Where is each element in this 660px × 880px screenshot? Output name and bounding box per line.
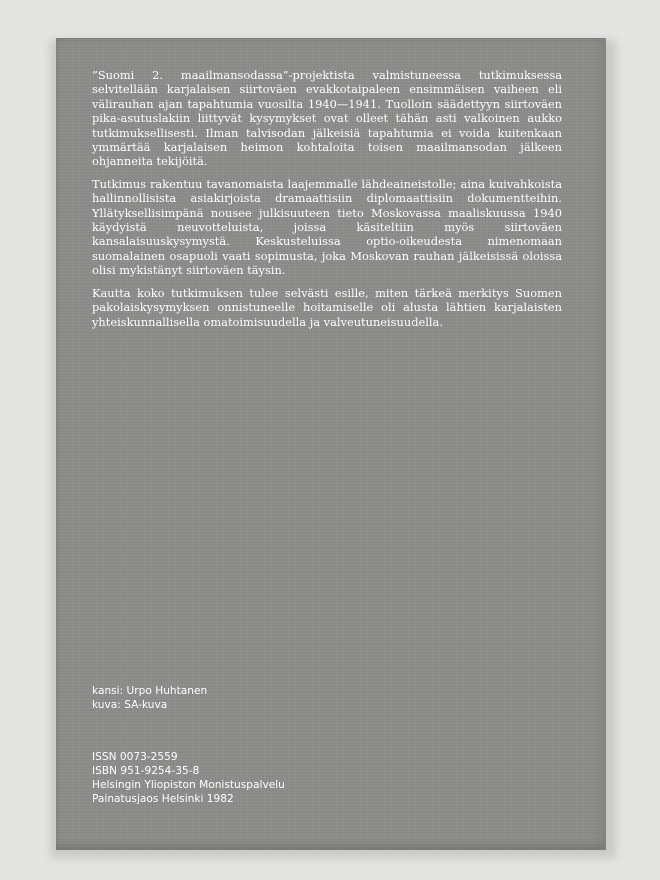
cover-edge	[596, 38, 606, 850]
publisher: Helsingin Yliopiston Monistuspalvelu	[92, 779, 285, 791]
blurb-paragraph-3: Kautta koko tutkimuksen tulee selvästi esille, miten tärkeä merkitys Suomen pakolaiskysymyksen onnistuneelle hoitamiselle oli alusta lähtien karjalaisten yhteiskunnallisella omatoimisuudella ja valveutuneisuudella.	[92, 285, 562, 329]
cover-credits	[92, 684, 207, 712]
blurb-paragraph-1: ”Suomi 2. maailmansodassa”-projektista valmistuneessa tutkimuksessa selvitellään karjalaisen siirtoväen evakkotaipaleen ensimmäisen vaiheen eli välirauhan ajan tapahtumia vuosilta 1940—1941. Tuolloin säädettyyn siirtoväen pika-asutuslakiin liittyvät kysymykset ovat olleet tähän asti valkoinen aukko tutkimuksellisesti. Ilman talvisodan jälkeisiä tapahtumia ei voida kuitenkaan ymmärtää karjalaisen heimon kohtaloita toisen maailmansodan jälkeen ohjanneita tekijöitä.	[92, 68, 562, 169]
cover-designer-credit: kansi: Urpo Huhtanen	[92, 685, 208, 697]
printer: Painatusjaos Helsinki 1982	[92, 793, 234, 805]
publication-info	[92, 750, 285, 806]
isbn: ISBN 951-9254-35-8	[92, 765, 200, 777]
book-back-cover	[56, 38, 606, 850]
blurb-paragraph-2: Tutkimus rakentuu tavanomaista laajemmalle lähdeaineistolle; aina kuivahkoista hallinnollisista asiakirjoista dramaattisiin diplomaattisiin dokumentteihin. Yllätyksellisimpänä nousee julkisuuteen tieto Moskovassa maaliskuussa 1940 käydyistä neuvotteluista, joissa käsiteltiin myös siirtoväen kansalaisuuskysymystä. Keskusteluissa optio-oikeudesta nimenomaan suomalainen osapuoli vaati sopimusta, joka Moskovan rauhan jälkeisissä oloissa olisi mykistänyt siirtoväen täysin.	[92, 176, 562, 278]
cover-blurb	[92, 68, 562, 337]
photo-credit: kuva: SA-kuva	[92, 699, 168, 711]
issn: ISSN 0073-2559	[92, 751, 178, 763]
